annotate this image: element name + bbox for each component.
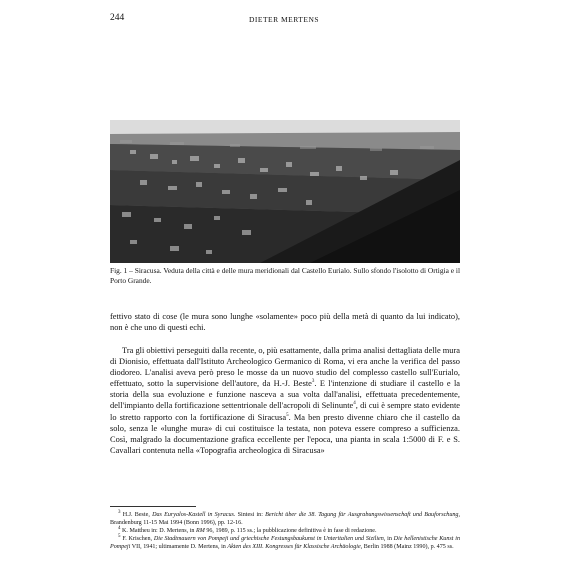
footnote-3-text-a: H.J. Beste, xyxy=(122,512,153,518)
footnote-3-number: 3 xyxy=(118,509,121,515)
footnote-3-text-b: Sintesi in: xyxy=(235,512,266,518)
footnote-5-text-d: , Berlin 1988 (Mainz 1990), p. 475 ss. xyxy=(360,544,454,550)
body-paragraph-2 xyxy=(110,345,460,456)
footnote-3-title-2: Bericht über die 38. Tagung für Ausgrabungswissenschaft und Bauforschung xyxy=(265,512,459,518)
footnote-5-text-a: F. Krischen, xyxy=(122,536,154,542)
footnote-ref-4: 4 xyxy=(353,401,356,407)
footnote-5-title-2: Die hellenistische Kunst in Pompeji xyxy=(110,536,461,550)
footnote-5-title-1: Die Stadtmauern von Pompeji und griechische Festungsbaukunst in Unteritalien und Sizilien xyxy=(153,536,384,542)
footnote-5 xyxy=(110,535,460,551)
city-photograph xyxy=(110,120,460,263)
figure-caption: Fig. 1 – Siracusa. Veduta della città e delle mura meridionali dal Castello Eurialo. Sullo sfondo l'isolotto di Ortigia e il Porto Grande. xyxy=(110,266,460,285)
footnote-3-title-1: Das Euryalos-Kastell in Syracus. xyxy=(152,512,236,518)
footnote-3 xyxy=(110,511,460,527)
footnote-4-title: RM xyxy=(196,528,205,534)
p2-text-b: . E l'intenzione di studiare il castello e la storia della sua evoluzione e funzione nasceva a sua volta dall'analisi, effettuata precedentemente, dell'impianto della fortificazione settentrionale dell'acropoli di Selinunte xyxy=(110,379,461,411)
body-paragraph-1: fettivo stato di cose (le mura sono lunghe «solamente» poco più della metà di quanto da lui indicato), non è che uno di questi echi. xyxy=(110,312,460,333)
running-head-author: DIETER MERTENS xyxy=(248,15,320,24)
p2-text-d: . Ma ben presto divenne chiaro che il castello da solo, senza le «lunghe mura» di cui costituisce la testata, non poteva essere compreso a sufficienza. Così, malgrado la documentazione grafica eccellente per l'epoca, una pianta in scala 1:5000 di F. e S. Cavallari contenuta nella «Topografia archeologica di Siracusa» xyxy=(110,412,460,455)
footnote-ref-3: 3 xyxy=(311,379,315,385)
p2-text-a: Tra gli obiettivi perseguiti dalla recente, o, più esattamente, dalla prima analisi dettagliata delle mura di Dionisio, effettuata dall'Istituto Archeologico Germanico di Roma, vi era anche la verifica del passo diodoreo. L'analisi aveva però preso le mosse da un nuovo studio del complesso castello sull'Eurialo, effettuato, sotto la supervisione dell'autore, da H.-J. Beste xyxy=(110,346,460,389)
figure-photo xyxy=(110,120,460,263)
footnotes xyxy=(110,511,460,551)
footnote-4-text-a: K. Mattheu in: D. Mertens, in xyxy=(122,528,196,534)
footnote-4-number: 4 xyxy=(118,525,121,531)
footnote-ref-5: 5 xyxy=(286,412,289,418)
footnote-4-text-b: 96, 1989, p. 115 ss.; la pubblicazione definitiva è in fase di redazione. xyxy=(204,528,377,534)
page-number: 244 xyxy=(110,13,125,23)
p2-text-c: , di cui è sempre stato evidente lo stretto rapporto con la fortificazione di Siracusa xyxy=(110,401,460,422)
footnote-5-text-b: , in xyxy=(383,536,394,542)
footnote-rule xyxy=(110,506,196,507)
footnote-5-title-3: Akten des XIII. Kongresses für Klassische Archäologie xyxy=(227,544,361,550)
footnote-3-text-c: , Brandenburg 11-15 Mai 1994 (Bonn 1996), pp. 12-16. xyxy=(110,512,460,526)
footnote-4 xyxy=(110,527,460,535)
footnote-5-text-c: VII, 1941; ultimamente D. Mertens, in xyxy=(130,544,228,550)
footnote-5-number: 5 xyxy=(118,533,121,539)
